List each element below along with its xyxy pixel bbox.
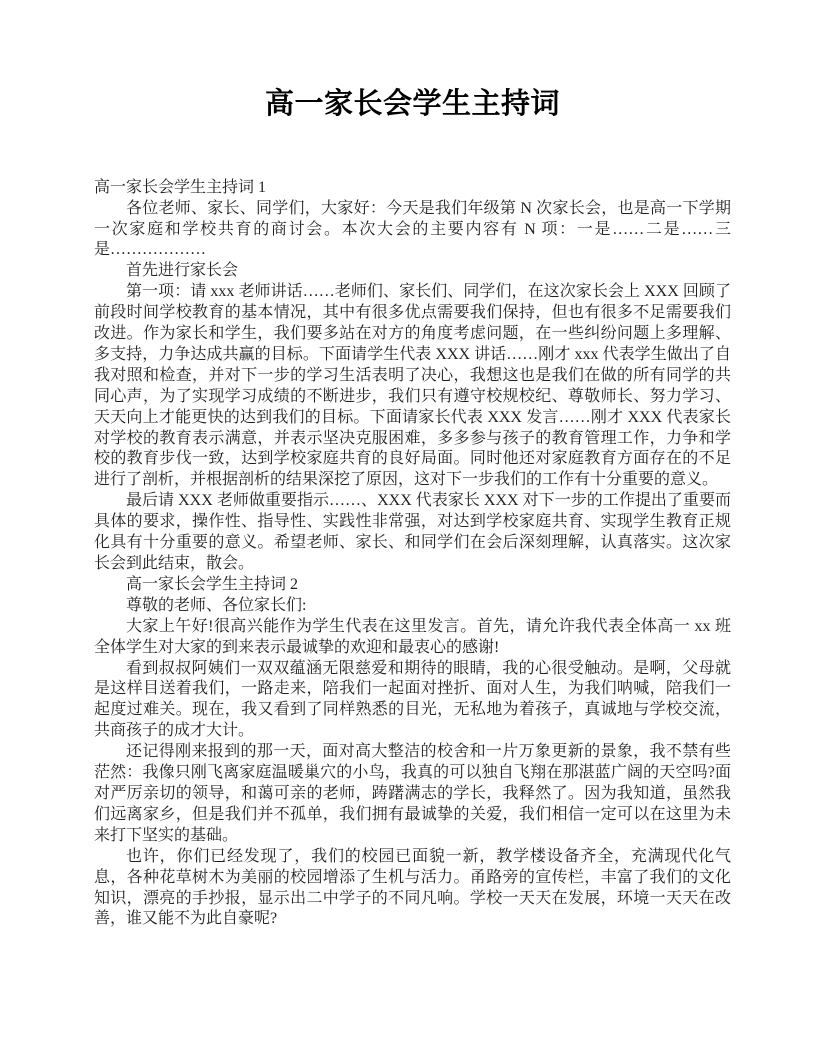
paragraph: 也许，你们已经发现了，我们的校园已面貌一新，教学楼设备齐全，充满现代化气息，各种花草树木为美丽的校园增添了生机与活力。甬路旁的宣传栏，丰富了我们的文化知识，漂亮的手抄报，显示出二中学子的不同凡响。学校一天天在发展，环境一天天在改善，谁又能不为此自豪呢? — [94, 847, 731, 928]
paragraph: 最后请 XXX 老师做重要指示……、XXX 代表家长 XXX 对下一步的工作提出了重要而具体的要求，操作性、指导性、实践性非常强，对达到学校家庭共育、实现学生教育正规化具有十分重要的意义。希望老师、家长、和同学们在会后深刻理解，认真落实。这次家长会到此结束，散会。 — [94, 492, 731, 572]
paragraph: 首先进行家长会 — [126, 262, 239, 280]
paragraph: 高一家长会学生主持词 1 — [94, 178, 267, 196]
document-title: 高一家长会学生主持词 — [264, 88, 560, 120]
paragraph: 看到叔叔阿姨们一双双蕴涵无限慈爱和期待的眼睛，我的心很受触动。是啊，父母就是这样目送着我们，一路走来，陪我们一起面对挫折、面对人生，为我们呐喊，陪我们一起度过难关。现在，我又看到了同样熟悉的目光，无私地为着孩子，真诚地与学校交流，共商孩子的成才大计。 — [94, 659, 731, 740]
paragraph: 高一家长会学生主持词 2 — [126, 575, 299, 593]
paragraph: 还记得刚来报到的那一天，面对高大整洁的校舍和一片万象更新的景象，我不禁有些茫然：我像只刚飞离家庭温暖巢穴的小鸟，我真的可以独自飞翔在那湛蓝广阔的天空吗?面对严厉亲切的领导，和蔼可亲的老师，踌躇满志的学长，我释然了。因为我知道，虽然我们远离家乡，但是我们并不孤单，我们拥有最诚挚的关爱，我们相信一定可以在这里为未来打下坚实的基础。 — [94, 743, 731, 844]
paragraph: 各位老师、家长、同学们，大家好：今天是我们年级第 N 次家长会，也是高一下学期一次家庭和学校共育的商讨会。本次大会的主要内容有 N 项：一是……二是……三是……………… — [94, 199, 731, 259]
paragraph: 尊敬的老师、各位家长们: — [126, 596, 307, 614]
paragraph: 大家上午好!很高兴能作为学生代表在这里发言。首先，请允许我代表全体高一 xx 班全体学生对大家的到来表示最诚挚的欢迎和最衷心的感谢! — [94, 617, 731, 656]
document-body — [94, 178, 731, 931]
paragraph: 第一项：请 xxx 老师讲话……老师们、家长们、同学们，在这次家长会上 XXX 回顾了前段时间学校教育的基本情况，其中有很多优点需要我们保持，但也有很多不足需要我们改进。作为家长和学生，我们要多站在对方的角度考虑问题，在一些纠纷问题上多理解、多支持，力争达成共赢的目标。下面请学生代表 XXX 讲话……刚才 xxx 代表学生做出了自我对照和检查，并对下一步的学习生活表明了决心，我想这也是我们在做的所有同学的共同心声，为了实现学习成绩的不断进步，我们只有遵守校规校纪、尊敬师长、努力学习、天天向上才能更快的达到我们的目标。下面请家长代表 XXX 发言……刚才 XXX 代表家长对学校的教育表示满意，并表示坚决克服困难，多多参与孩子的教育管理工作，力争和学校的教育步伐一致，达到学校家庭共育的良好局面。同时他还对家庭教育方面存在的不足进行了剖析，并根据剖析的结果深挖了原因，这对下一步我们的工作有十分重要的意义。 — [94, 283, 731, 489]
